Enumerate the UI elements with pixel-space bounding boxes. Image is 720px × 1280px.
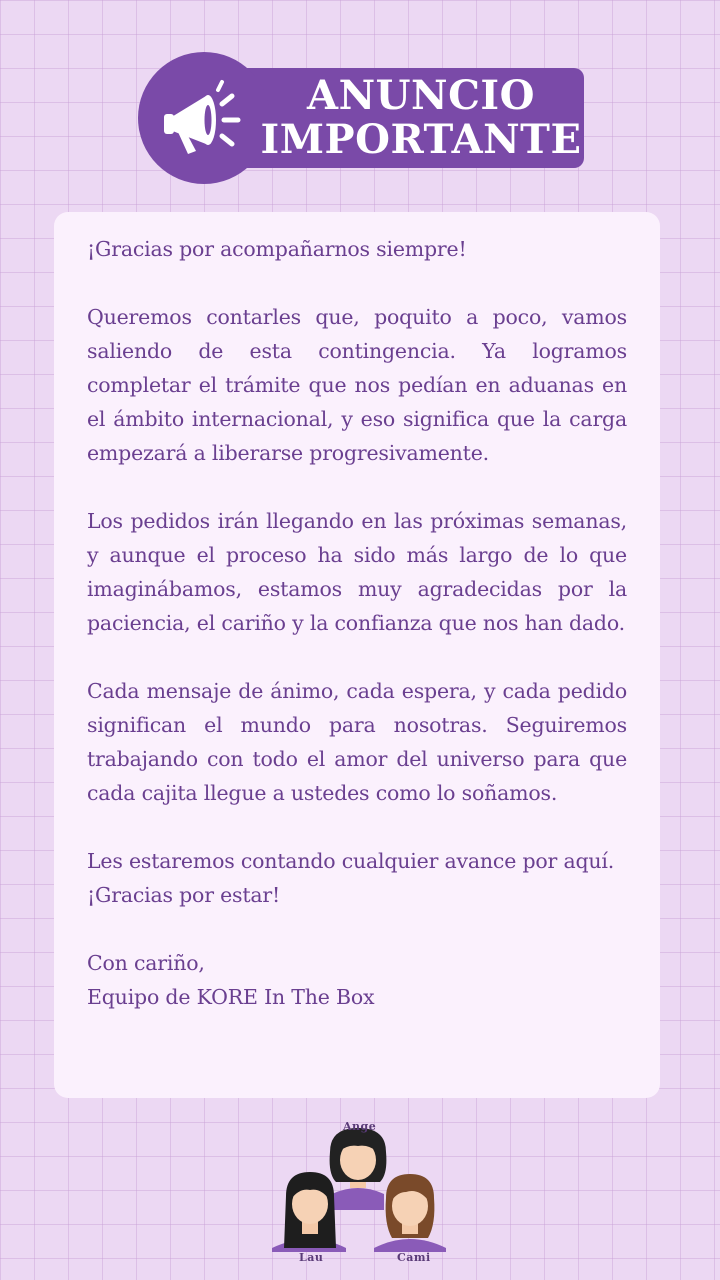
paragraph-3: Cada mensaje de ánimo, cada espera, y cada pedido significan el mundo para nosotras. Seguiremos trabajando con todo el amor del universo para que cada cajita llegue a ustedes como lo soñamos. [87, 679, 627, 805]
closing-line-1: Les estaremos contando cualquier avance por aquí. [87, 849, 615, 873]
name-label-ange: Ange [343, 1120, 377, 1133]
avatar-cami [374, 1174, 446, 1252]
banner-icon-circle [138, 52, 270, 184]
closing-text [87, 844, 627, 912]
avatar-lau [272, 1172, 346, 1252]
team-illustration [270, 1112, 450, 1272]
banner-title [256, 74, 586, 162]
announcement-banner [138, 52, 588, 184]
paragraph-1: Queremos contarles que, poquito a poco, vamos saliendo de esta contingencia. Ya logramos completar el trámite que nos pedían en aduanas en el ámbito internacional, y eso significa que la carga empezará a liberarse progresivamente. [87, 305, 627, 465]
team-avatars [270, 1112, 450, 1272]
message-card [54, 212, 660, 1098]
signoff-text [87, 946, 627, 1014]
name-label-lau: Lau [299, 1251, 324, 1264]
megaphone-icon [156, 74, 252, 162]
name-label-cami: Cami [397, 1251, 431, 1264]
paragraph-2: Los pedidos irán llegando en las próximas semanas, y aunque el proceso ha sido más largo de lo que imaginábamos, estamos muy agradecidas por la paciencia, el cariño y la confianza que nos han dado. [87, 509, 627, 635]
signoff-line-1: Con cariño, [87, 951, 205, 975]
banner-title-line2: IMPORTANTE [260, 116, 582, 163]
greeting-text: ¡Gracias por acompañarnos siempre! [87, 237, 467, 261]
closing-line-2: ¡Gracias por estar! [87, 883, 281, 907]
banner-title-line1: ANUNCIO [307, 72, 535, 119]
avatar-ange [330, 1128, 387, 1210]
signoff-line-2: Equipo de KORE In The Box [87, 985, 375, 1009]
